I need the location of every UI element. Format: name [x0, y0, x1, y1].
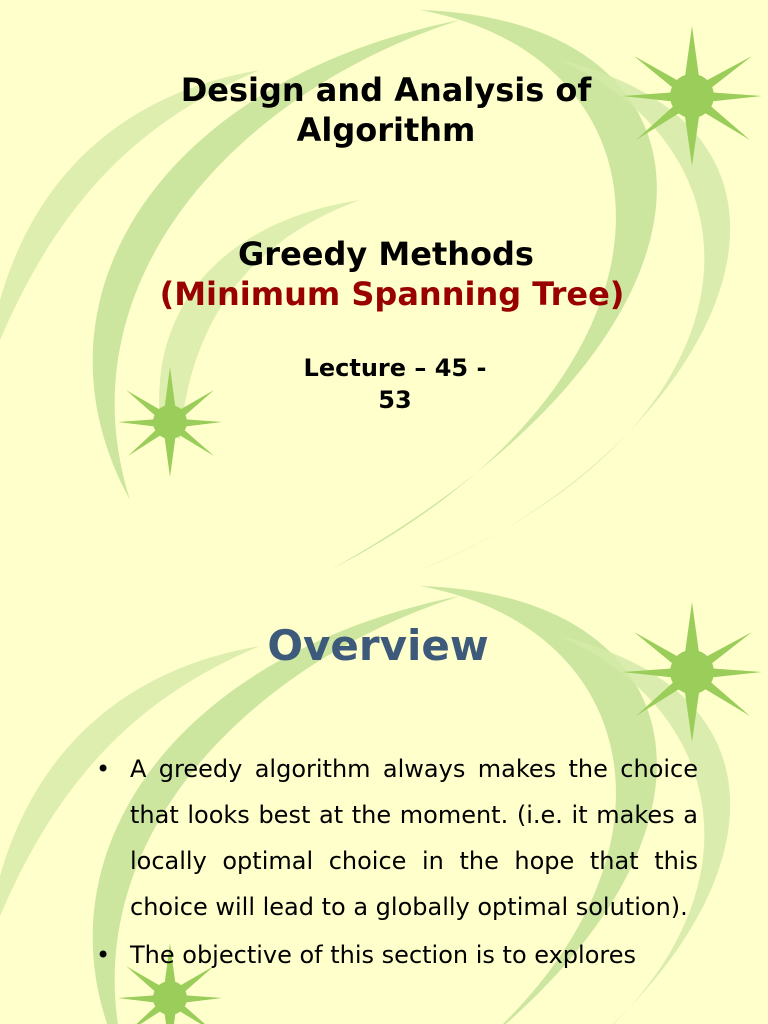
bullet-marker: •: [96, 941, 111, 969]
overview-slide-content: [0, 576, 768, 1024]
list-item: [96, 932, 698, 978]
bullet-list: [96, 746, 698, 980]
overview-heading: Overview: [267, 621, 489, 670]
bullet-marker: •: [96, 755, 111, 783]
lecture-number: Lecture – 45 - 53: [303, 354, 487, 414]
list-item: [96, 746, 698, 930]
bullet-text: The objective of this section is to explores: [130, 941, 637, 969]
slide-title: Design and Analysis of Algorithm: [180, 71, 592, 149]
bullet-text: A greedy algorithm always makes the choice that looks best at the moment. (i.e. it makes a locally optimal choice in the hope that this choice will lead to a globally optimal solution).: [130, 755, 698, 921]
overview-slide: [0, 576, 768, 1024]
slide-subtitle: Greedy Methods: [238, 235, 534, 273]
slide-subtitle-highlight: (Minimum Spanning Tree): [159, 275, 625, 313]
